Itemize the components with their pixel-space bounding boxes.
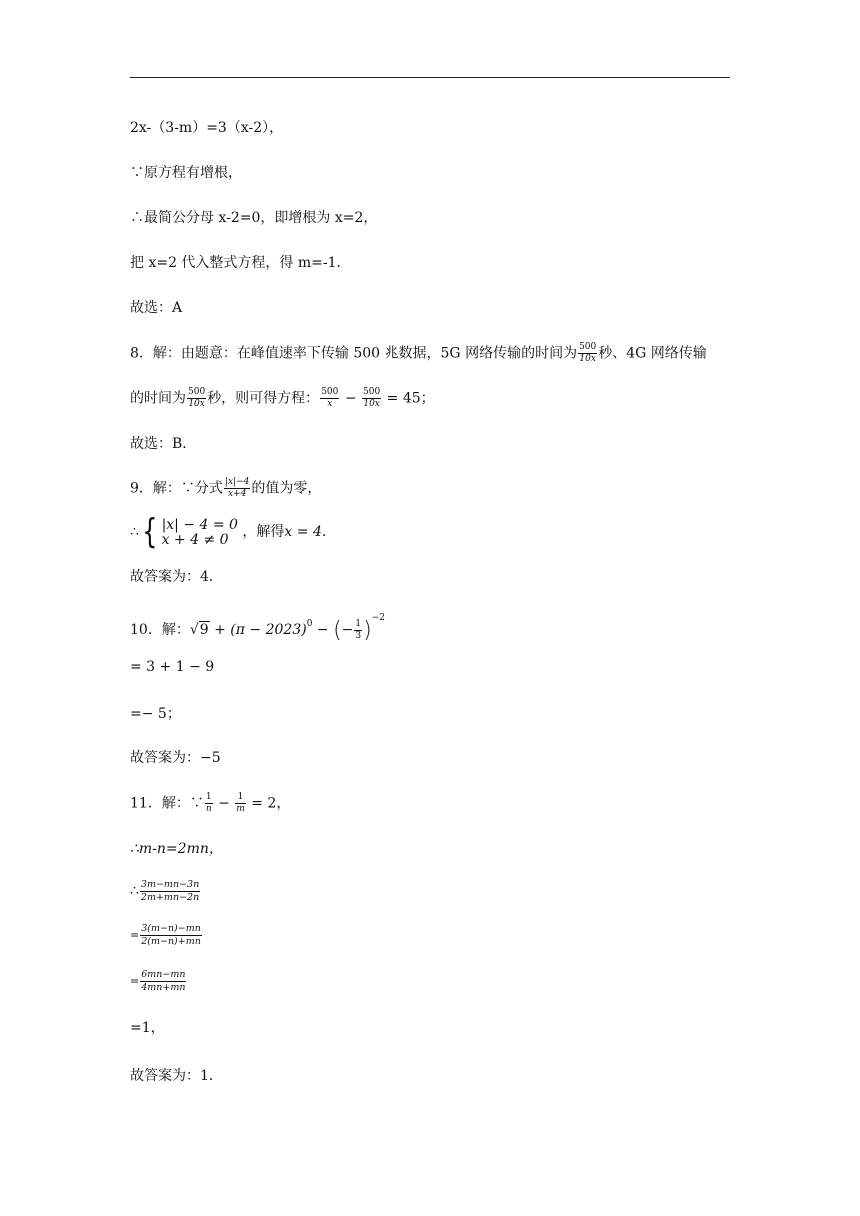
fraction-500-10x: $\frac{500}{10x}$	[363, 387, 381, 409]
text-line: =− 5；	[130, 706, 181, 722]
expression: + (π − 2023)	[214, 622, 307, 638]
text-line: 故答案为：1．	[130, 1068, 223, 1084]
equation-system	[139, 512, 238, 552]
text: ，解得	[242, 524, 285, 540]
q11-line-1	[130, 793, 290, 814]
minus-sign: −	[341, 622, 354, 638]
q10-line-1	[130, 614, 385, 642]
fraction-expression: $\frac{3(m-n)-mn}{2(m-n)+mn}$	[141, 923, 201, 947]
text: 9．解：∵分式	[130, 480, 223, 497]
text: 的时间为	[130, 390, 186, 407]
system-row: |x| − 4 = 0	[161, 516, 238, 533]
paren-left: (	[333, 618, 342, 643]
text: 10．解：	[130, 622, 190, 638]
text: 秒，则可得方程：	[207, 390, 320, 407]
fraction-abs-x: $\frac{|x|-4}{x+4}$	[224, 477, 250, 499]
fraction-1-n: $\frac{1}{n}$	[205, 792, 212, 814]
text-line: =1，	[130, 1020, 165, 1036]
minus-sign: −	[218, 795, 230, 812]
exponent: −2	[371, 613, 386, 623]
q11-line-3	[130, 880, 201, 902]
text-line: ∵原方程有增根，	[130, 165, 242, 181]
fraction-expression: $\frac{3m-mn-3n}{2m+mn-2n}$	[140, 879, 200, 903]
text-line: 故选：B．	[130, 436, 197, 452]
text-line: 把 x=2 代入整式方程，得 m=-1．	[130, 255, 351, 271]
q8-line-1	[130, 343, 707, 364]
text: 8．解：由题意：在峰值速率下传输 500 兆数据，5G 网络传输的时间为	[130, 345, 578, 362]
text-line: 故答案为：4．	[130, 569, 223, 585]
text: 11．解：∵	[130, 795, 204, 812]
equation-result: = 45；	[386, 390, 435, 407]
q9-line-1	[130, 478, 321, 499]
text-line: 2x-（3-m）=3（x-2），	[130, 120, 284, 136]
q8-line-2	[130, 388, 435, 409]
solution: x = 4.	[284, 524, 327, 540]
text-line: = 3 + 1 − 9	[130, 659, 215, 675]
fraction-one-third: $\frac{1}{3}$	[355, 618, 362, 641]
therefore-symbol: ∴	[130, 524, 139, 540]
text-line: 故答案为：−5	[130, 750, 221, 766]
fraction-1-m: $\frac{1}{m}$	[236, 792, 245, 814]
fraction-500-10x: $\frac{500}{10x}$	[579, 342, 597, 364]
q11-line-5	[130, 970, 187, 992]
fraction-500-10x: $\frac{500}{10x}$	[188, 387, 206, 409]
system-row: x + 4 ≠ 0	[161, 531, 229, 548]
q11-line-4	[130, 924, 203, 946]
minus-sign: −	[344, 390, 357, 407]
equals-sign: =	[130, 974, 140, 988]
fraction-500-x: $\frac{500}{x}$	[321, 387, 339, 409]
sqrt-expression: √9	[189, 622, 209, 638]
text: 秒、4G 网络传输	[598, 345, 707, 362]
equals-sign: =	[130, 928, 140, 942]
exponent: 0	[306, 619, 313, 629]
header-rule	[130, 77, 730, 78]
equation-result: = 2，	[251, 795, 291, 812]
fraction-expression: $\frac{6mn-mn}{4mn+mn}$	[141, 969, 186, 993]
minus-sign: −	[316, 622, 329, 638]
text-line: ∴最简公分母 x-2=0，即增根为 x=2，	[130, 210, 378, 226]
therefore-symbol: ∴	[130, 883, 139, 899]
brace-icon: {	[142, 512, 158, 552]
q9-line-2	[130, 512, 327, 552]
text: 的值为零，	[251, 480, 322, 497]
text-line: ∴m-n=2mn，	[130, 841, 223, 857]
text-line: 故选：A	[130, 300, 183, 316]
paren-right: )	[363, 618, 372, 643]
